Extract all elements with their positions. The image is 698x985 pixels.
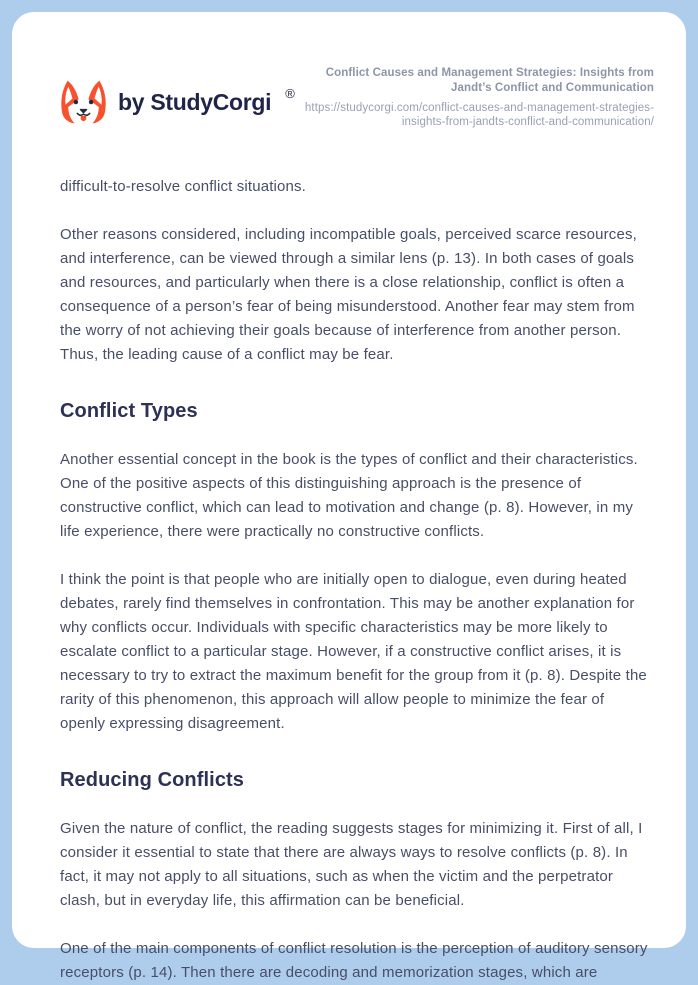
section-heading-reducing-conflicts: Reducing Conflicts (60, 769, 245, 791)
registered-trademark-symbol: ® (285, 85, 295, 101)
section-heading-conflict-types: Conflict Types (60, 400, 198, 422)
brand-logo (60, 80, 295, 124)
article-body (60, 175, 650, 985)
document-meta (302, 64, 654, 129)
document-card (12, 12, 686, 981)
paragraph: Given the nature of conflict, the reading suggests stages for minimizing it. First of all, I consider it essential to state that there are always ways to resolve conflicts (p. 8). In fact, it may not apply to all situations, such as when the victim and the perpetrator clash, but in everyday life, this affirmation can be beneficial. (60, 820, 643, 909)
brand-name: by StudyCorgi (118, 88, 272, 115)
paragraph: Another essential concept in the book is the types of conflict and their characteristics. One of the positive aspects of this distinguishing approach is the presence of constructive conflict, which can lead to motivation and change (p. 8). However, in my life experience, there were practically no constructive conflicts. (60, 451, 638, 540)
paragraph: I think the point is that people who are initially open to dialogue, even during heated debates, rarely find themselves in confrontation. This may be another explanation for why conflicts occur. Individuals with specific characteristics may be more likely to escalate conflict to a particular stage. However, if a constructive conflict arises, it is necessary to try to extract the maximum benefit for the group from it (p. 8). Despite the rarity of this phenomenon, this approach will allow people to minimize the fear of openly expressing disagreement. (60, 571, 647, 732)
document-source-url: https://studycorgi.com/conflict-causes-and-management-strategies-insights-from-jandts-conflict-and-communication/ (304, 102, 654, 128)
corgi-icon (60, 80, 107, 124)
paragraph: Other reasons considered, including incompatible goals, perceived scarce resources, and interference, can be viewed through a similar lens (p. 13). In both cases of goals and resources, and particularly when there is a close relationship, conflict is often a consequence of a person’s fear of being misunderstood. Another fear may stem from the worry of not achieving their goals because of interference from another person. Thus, the leading cause of a conflict may be fear. (60, 226, 637, 363)
paragraph: One of the main components of conflict resolution is the perception of auditory sensory receptors (p. 14). Then there are decoding and memorization stages, which are (60, 940, 648, 981)
document-title: Conflict Causes and Management Strategies: Insights from Jandt’s Conflict and Communication (325, 67, 654, 94)
document-header (12, 12, 686, 129)
paragraph: difficult-to-resolve conflict situations. (60, 178, 306, 195)
